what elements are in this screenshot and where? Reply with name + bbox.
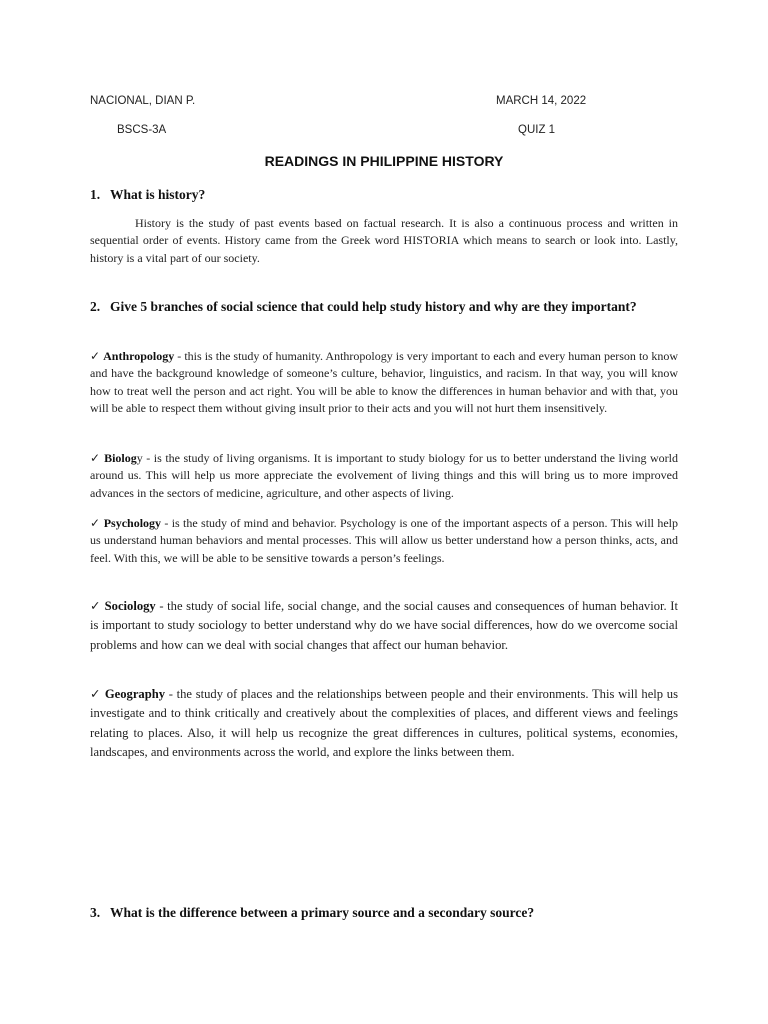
branch-description: - the study of social life, social change, and the social causes and consequences of human behavior. It is important to study sociology to better understand why do we have social differences, how do we overcome social problems and how can we deal with social changes that affect our human behavior.: [90, 599, 678, 652]
question-1-number: 1.: [90, 187, 101, 202]
branch-description: - this is the study of humanity. Anthropology is very important to each and every human person to know and have the background knowledge of someone’s culture, behavior, linguistics, and racism. In that way, you will know how to treat well the person and act right. You will be able to know the differences in human behavior and with that, you will be able to respect them without giving insult prior to their acts and you will not hurt them insensitively.: [90, 349, 678, 415]
question-1: [90, 185, 690, 204]
checkmark-icon: ✓: [90, 451, 101, 465]
student-section: BSCS-3A: [117, 124, 167, 136]
checkmark-icon: ✓: [90, 349, 101, 363]
branch-item-sociology: [90, 597, 678, 655]
branch-description: y - is the study of living organisms. It is important to study biology for us to better understand the living world around us. This will help us more appreciate the evolvement of living things and this will bring us to more improved advances in the sectors of medicine, agriculture, and other aspects of living.: [90, 451, 678, 500]
question-2-text: Give 5 branches of social science that could help study history and why are they important?: [110, 299, 637, 314]
quiz-date: MARCH 14, 2022: [496, 95, 587, 107]
branch-description: - is the study of mind and behavior. Psychology is one of the important aspects of a person. This will help us understand human behaviors and mental processes. This will allow us better understand how a person thinks, acts, and feel. With this, we will be able to be sensitive towards a person’s feelings.: [90, 516, 678, 565]
quiz-label: QUIZ 1: [518, 124, 556, 136]
document-title: READINGS IN PHILIPPINE HISTORY: [264, 153, 504, 169]
branch-item-geography: [90, 685, 678, 762]
branch-term: Geography: [104, 687, 166, 701]
checkmark-icon: ✓: [90, 687, 102, 701]
checkmark-icon: ✓: [90, 599, 102, 613]
question-3: [90, 903, 690, 922]
answer-1: History is the study of past events based on factual research. It is also a continuous process and written in sequential order of events. History came from the Greek word HISTORIA which means to search or look into. Lastly, history is a vital part of our society.: [90, 216, 678, 265]
branch-term: Sociology: [104, 599, 156, 613]
branch-term: Psychology: [103, 516, 162, 530]
branch-description: - the study of places and the relationships between people and their environments. This will help us investigate and to think critically and creatively about the complexities of places, and different views and feelings relating to places. Also, it will help us recognize the great differences in cultures, political systems, economies, landscapes, and environments across the world, and explore the links between them.: [90, 687, 678, 759]
student-name: NACIONAL, DIAN P.: [90, 95, 196, 107]
branch-term: Biolog: [104, 451, 137, 465]
question-3-text: What is the difference between a primary source and a secondary source?: [110, 905, 535, 920]
branch-item-biology: [90, 450, 678, 502]
checkmark-icon: ✓: [90, 516, 101, 530]
branch-term: Anthropology: [103, 349, 175, 363]
branch-item-psychology: [90, 515, 678, 567]
branch-item-anthropology: [90, 348, 678, 417]
question-2-number: 2.: [90, 299, 101, 314]
question-2: [90, 297, 650, 316]
question-1-text: What is history?: [110, 187, 206, 202]
question-3-number: 3.: [90, 905, 101, 920]
